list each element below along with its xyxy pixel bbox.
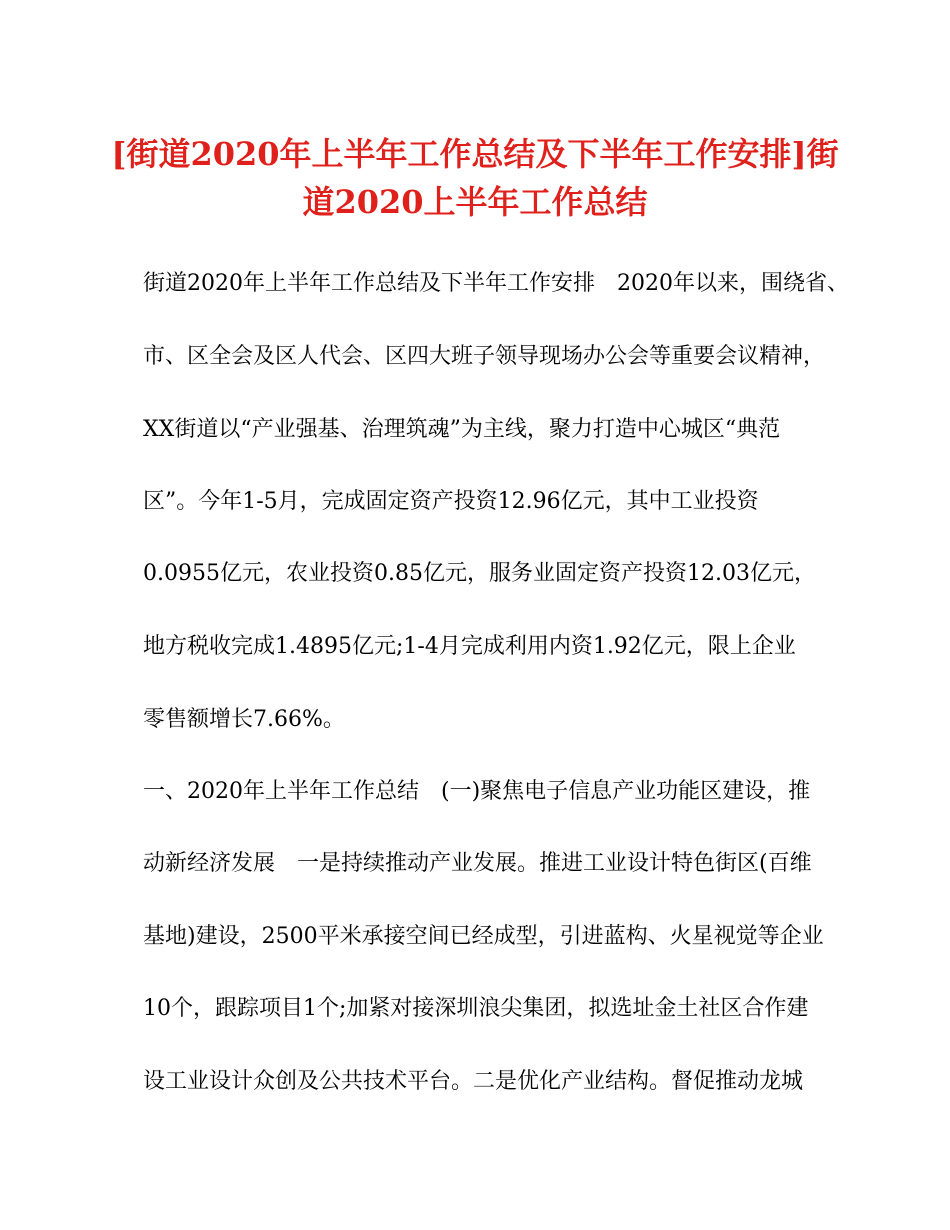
document-title-line-2: 道2020上半年工作总结 <box>302 183 648 221</box>
body-line-1: 街道2020年上半年工作总结及下半年工作安排 2020年以来，围绕省、 <box>143 271 849 296</box>
body-line-3: XX街道以“产业强基、治理筑魂”为主线，聚力打造中心城区“典范 <box>143 417 781 442</box>
body-line-9: 动新经济发展 一是持续推动产业发展。推进工业设计特色街区(百维 <box>143 851 812 876</box>
document-title-line-1: [街道2020年上半年工作总结及下半年工作安排]街 <box>111 135 839 173</box>
body-line-8: 一、2020年上半年工作总结 (一)聚焦电子信息产业功能区建设，推 <box>143 779 811 804</box>
body-line-4: 区”。今年1-5月，完成固定资产投资12.96亿元，其中工业投资 <box>143 489 759 514</box>
body-line-5: 0.0955亿元，农业投资0.85亿元，服务业固定资产投资12.03亿元， <box>143 561 816 586</box>
body-line-7: 零售额增长7.66%。 <box>143 707 345 732</box>
body-line-6: 地方税收完成1.4895亿元;1-4月完成利用内资1.92亿元，限上企业 <box>143 634 796 659</box>
body-line-10: 基地)建设，2500平米承接空间已经成型，引进蓝构、火星视觉等企业 <box>143 924 824 949</box>
body-line-11: 10个，跟踪项目1个;加紧对接深圳浪尖集团，拟选址金土社区合作建 <box>143 996 809 1021</box>
body-line-2: 市、区全会及区人代会、区四大班子领导现场办公会等重要会议精神， <box>143 344 826 369</box>
body-line-12: 设工业设计众创及公共技术平台。二是优化产业结构。督促推动龙城 <box>143 1069 804 1094</box>
